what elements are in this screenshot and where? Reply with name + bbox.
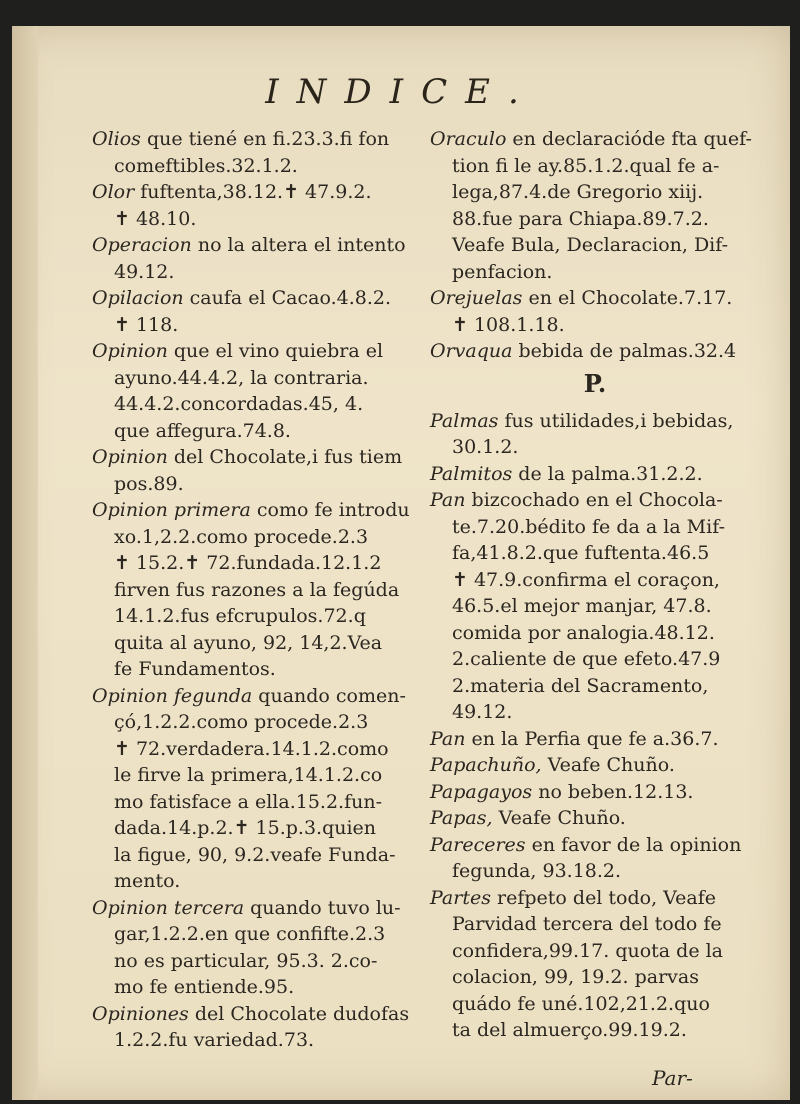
entry-term: Papachuño, xyxy=(430,754,542,776)
entry-continuation: quádo fe uné.102,21.2.quo xyxy=(452,992,710,1015)
page-gutter xyxy=(12,26,38,1100)
entry-continuation: la figue, 90, 9.2.veafe Funda- xyxy=(114,843,396,866)
entry-text: del Chocolate dudofas xyxy=(188,1002,410,1025)
entry-continuation: fe Fundamentos. xyxy=(114,658,276,680)
entry-text: quando comen- xyxy=(252,684,406,707)
entry-text: que el vino quiebra el xyxy=(167,340,384,362)
entry-continuation: ✝ 47.9.confirma el coraçon, xyxy=(452,568,720,591)
entry-text: en favor de la opinion xyxy=(525,833,742,856)
left-column xyxy=(92,126,422,1054)
entry-term: Orvaqua xyxy=(430,340,513,362)
index-entry xyxy=(92,683,422,895)
entry-term: Papagayos xyxy=(430,780,533,803)
entry-term: Opinion xyxy=(92,340,168,362)
index-entry xyxy=(430,779,760,806)
entry-term: Pan xyxy=(430,727,466,750)
entry-continuation: te.7.20.bédito fe da a la Mif- xyxy=(452,515,725,538)
entry-term: Pan xyxy=(430,489,466,511)
entry-text: fuftenta,38.12.✝ 47.9.2. xyxy=(134,181,372,203)
entry-continuation: 88.fue para Chiapa.89.7.2. xyxy=(452,207,709,230)
entry-term: Pareceres xyxy=(430,833,526,856)
index-entry xyxy=(430,726,760,753)
index-entry xyxy=(430,285,760,338)
entry-continuation: dada.14.p.2.✝ 15.p.3.quien xyxy=(114,817,377,839)
entry-term: Palmas xyxy=(430,409,499,432)
entry-continuation: comeftibles.32.1.2. xyxy=(114,154,298,177)
entry-continuation: xo.1,2.2.como procede.2.3 xyxy=(114,525,369,548)
entry-continuation: ✝ 108.1.18. xyxy=(452,313,565,336)
entry-continuation: ta del almuerço.99.19.2. xyxy=(452,1019,687,1041)
entry-term: Partes xyxy=(430,886,491,909)
index-entry xyxy=(430,487,760,726)
entry-continuation: 44.4.2.concordadas.45, 4. xyxy=(114,393,364,415)
index-entry xyxy=(430,752,760,779)
section-letter: P. xyxy=(583,368,607,398)
entry-text: como fe introdu xyxy=(250,499,410,521)
entry-continuation: mo fe entiende.95. xyxy=(114,976,295,998)
index-entry xyxy=(92,126,422,179)
entry-text: quando tuvo lu- xyxy=(244,896,401,919)
index-entry xyxy=(430,408,760,461)
index-entry xyxy=(430,832,760,885)
index-entry xyxy=(430,126,760,285)
entry-continuation: 2.materia del Sacramento, xyxy=(452,674,709,697)
entry-continuation: lega,87.4.de Gregorio xiij. xyxy=(452,181,704,203)
entry-text: bebida de palmas.32.4 xyxy=(512,340,737,362)
entry-continuation: 30.1.2. xyxy=(452,436,519,458)
index-entry xyxy=(92,232,422,285)
entry-continuation: 49.12. xyxy=(114,260,175,283)
entry-text: refpeto del todo, Veafe xyxy=(490,886,717,909)
catchword: Par- xyxy=(652,1066,693,1090)
entry-text: no la altera el intento xyxy=(191,234,406,256)
entry-continuation: 1.2.2.fu variedad.73. xyxy=(114,1029,315,1051)
entry-text: fus utilidades,i bebidas, xyxy=(498,409,734,432)
entry-text: no beben.12.13. xyxy=(532,780,694,803)
entry-continuation: que affegura.74.8. xyxy=(114,419,291,442)
entry-term: Opinion xyxy=(92,446,168,468)
entry-term: Orejuelas xyxy=(430,287,523,309)
index-entry xyxy=(92,497,422,683)
entry-continuation: confidera,99.17. quota de la xyxy=(452,939,724,962)
entry-continuation: 14.1.2.fus efcrupulos.72.q xyxy=(114,605,366,627)
index-entry xyxy=(430,885,760,1044)
entry-text: en declaracióde fta quef- xyxy=(506,128,752,150)
entry-continuation: 46.5.el mejor manjar, 47.8. xyxy=(452,595,712,617)
entry-term: Opinion primera xyxy=(92,499,251,521)
entry-continuation: mo fatisface a ella.15.2.fun- xyxy=(114,790,383,813)
entry-continuation: fegunda, 93.18.2. xyxy=(452,860,622,882)
index-entry xyxy=(92,1001,422,1054)
index-entry xyxy=(430,338,760,365)
entry-term: Olor xyxy=(92,181,135,203)
entry-text: bizcochado en el Chocola- xyxy=(465,489,723,511)
entry-term: Papas, xyxy=(430,807,493,829)
entry-text: que tiené en fi.23.3.fi fon xyxy=(140,128,390,150)
entry-term: Oraculo xyxy=(430,128,507,150)
entry-continuation: 49.12. xyxy=(452,701,513,723)
entry-continuation: ✝ 118. xyxy=(114,313,179,336)
index-entry xyxy=(92,444,422,497)
entry-text: caufa el Cacao.4.8.2. xyxy=(183,287,391,309)
entry-text: de la palma.31.2.2. xyxy=(512,462,703,485)
entry-continuation: mento. xyxy=(114,870,181,892)
entry-continuation: ✝ 48.10. xyxy=(114,207,197,230)
entry-continuation: penfacion. xyxy=(452,260,553,283)
entry-continuation: quita al ayuno, 92, 14,2.Vea xyxy=(114,631,383,654)
entry-continuation: pos.89. xyxy=(114,472,184,495)
index-entry xyxy=(430,461,760,488)
entry-text: en el Chocolate.7.17. xyxy=(522,287,733,309)
entry-continuation: Veafe Bula, Declaracion, Dif- xyxy=(452,234,729,256)
entry-continuation: no es particular, 95.3. 2.co- xyxy=(114,949,378,972)
entry-continuation: tion fi le ay.85.1.2.qual fe a- xyxy=(452,154,720,177)
entry-continuation: ✝ 72.verdadera.14.1.2.como xyxy=(114,737,389,760)
entry-continuation: le firve la primera,14.1.2.co xyxy=(114,764,383,786)
entry-continuation: ✝ 15.2.✝ 72.fundada.12.1.2 xyxy=(114,552,382,574)
book-page xyxy=(12,26,790,1100)
entry-continuation: 2.caliente de que efeto.47.9 xyxy=(452,648,721,670)
entry-text: Veafe Chuño. xyxy=(541,754,675,776)
index-entry xyxy=(92,895,422,1001)
entry-term: Olios xyxy=(92,128,141,150)
page-header: INDICE. xyxy=(265,72,537,112)
index-entry xyxy=(92,285,422,338)
entry-term: Opilacion xyxy=(92,287,184,309)
entry-continuation: comida por analogia.48.12. xyxy=(452,621,715,644)
entry-continuation: ayuno.44.4.2, la contraria. xyxy=(114,366,369,389)
entry-continuation: colacion, 99, 19.2. parvas xyxy=(452,966,699,988)
entry-term: Operacion xyxy=(92,234,192,256)
index-entry xyxy=(430,805,760,832)
entry-term: Opinion tercera xyxy=(92,896,245,919)
entry-text: en la Perfia que fe a.36.7. xyxy=(465,727,719,750)
index-entry xyxy=(92,179,422,232)
entry-continuation: fa,41.8.2.que fuftenta.46.5 xyxy=(452,542,710,564)
right-column xyxy=(430,126,760,1044)
entry-term: Opinion fegunda xyxy=(92,684,253,707)
entry-term: Opiniones xyxy=(92,1002,189,1025)
entry-text: del Chocolate,i fus tiem xyxy=(167,446,403,468)
entry-text: Veafe Chuño. xyxy=(492,807,626,829)
entry-continuation: Parvidad tercera del todo fe xyxy=(452,913,722,935)
entry-continuation: gar,1.2.2.en que confifte.2.3 xyxy=(114,923,386,945)
index-entry xyxy=(92,338,422,444)
entry-continuation: firven fus razones a la fegúda xyxy=(114,578,400,601)
entry-continuation: çó,1.2.2.como procede.2.3 xyxy=(114,711,369,733)
entry-term: Palmitos xyxy=(430,462,513,485)
